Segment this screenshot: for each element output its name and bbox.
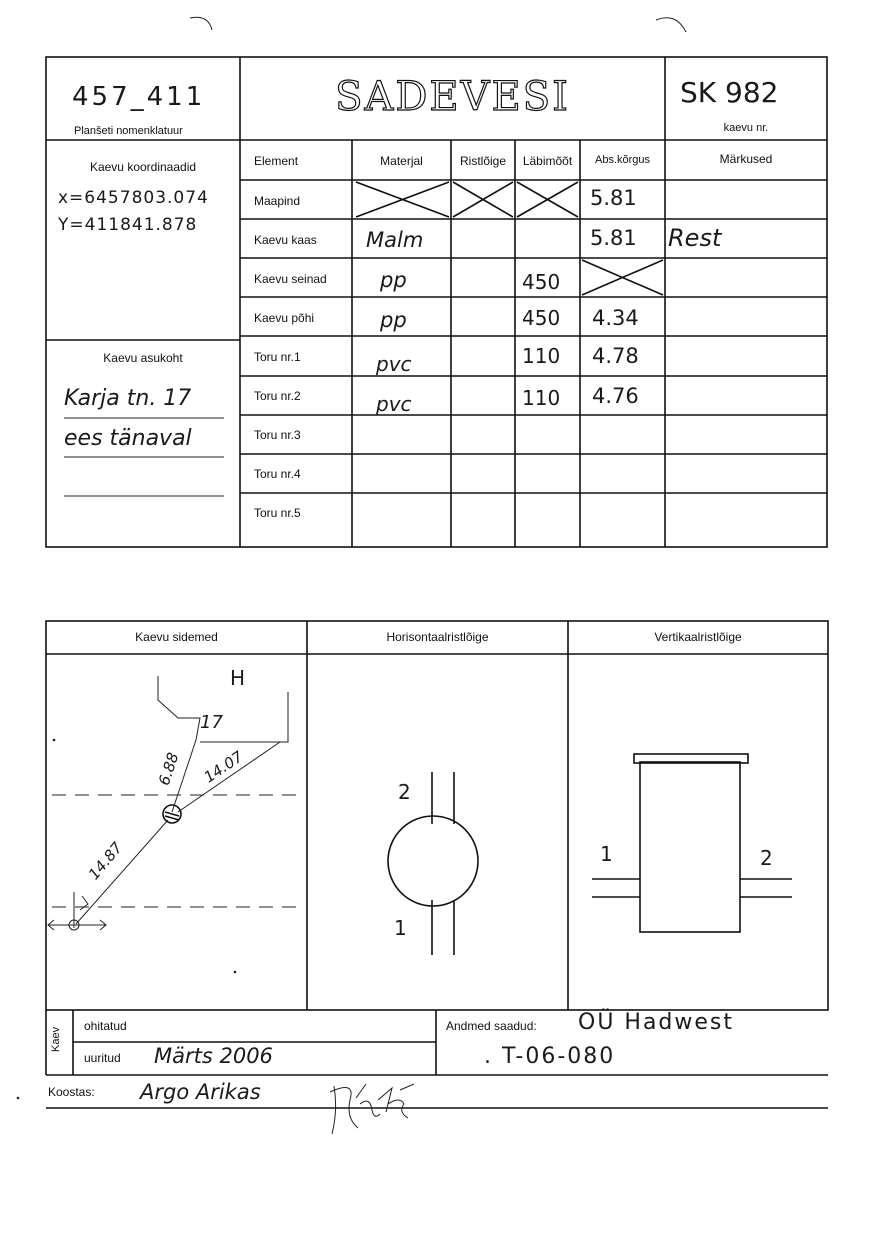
table-header-notes: Märkused xyxy=(719,152,773,166)
row-diameter: 450 xyxy=(522,306,561,330)
row-element: Toru nr.2 xyxy=(254,389,301,403)
row-height: 4.76 xyxy=(592,384,639,408)
footer-measured-label: uuritud xyxy=(84,1051,121,1065)
row-element: Kaevu kaas xyxy=(254,233,317,247)
vertical-section-drawing xyxy=(592,754,792,932)
row-height: 5.81 xyxy=(590,226,637,250)
location-label: Kaevu asukoht xyxy=(103,351,183,365)
page-title: SADEVESI xyxy=(335,74,570,120)
plansheet-number: 457_411 xyxy=(72,82,206,112)
footer-compiled-value: Argo Arikas xyxy=(140,1080,261,1104)
ties-distance-3: 14.87 xyxy=(84,838,127,884)
ties-distance-1: 6.88 xyxy=(154,750,183,788)
table-header-cross: Ristlõige xyxy=(459,154,507,168)
row-element: Maapind xyxy=(254,194,301,208)
table-header-element: Element xyxy=(254,154,299,168)
row-material: Malm xyxy=(366,228,424,252)
row-notes: Rest xyxy=(668,224,722,252)
row-height: 5.81 xyxy=(590,186,637,210)
well-number-label: kaevu nr. xyxy=(723,122,769,134)
row-height: 4.34 xyxy=(592,306,639,330)
vertical-pipe-right-label: 2 xyxy=(760,846,773,870)
footer-side-label: Kaev xyxy=(50,1026,62,1052)
diagram-header-horizontal: Horisontaalristlõige xyxy=(386,630,489,644)
crossed-cell-maapind-material xyxy=(356,182,449,217)
well-number: SK 982 xyxy=(680,76,779,109)
row-element: Toru nr.3 xyxy=(254,428,301,442)
row-material: pvc xyxy=(376,392,412,416)
diagram-header-ties: Kaevu sidemed xyxy=(135,630,218,644)
row-material: pp xyxy=(380,308,407,332)
horizontal-pipe-top-label: 2 xyxy=(398,780,411,804)
crossed-cell-walls-height xyxy=(582,260,663,295)
row-diameter: 450 xyxy=(522,270,561,294)
plansheet-label: Planšeti nomenklatuur xyxy=(74,125,183,137)
ties-house-number: 17 xyxy=(200,712,223,733)
vertical-pipe-left-label: 1 xyxy=(600,842,613,866)
ties-building-label: H xyxy=(230,666,246,690)
ties-sketch xyxy=(48,676,296,973)
horizontal-pipe-bottom-label: 1 xyxy=(394,916,407,940)
diagram-header-vertical: Vertikaalristlõige xyxy=(654,630,742,644)
crossed-cell-maapind-cross xyxy=(453,182,513,217)
row-height: 4.78 xyxy=(592,344,639,368)
coordinate-y: Y=411841.878 xyxy=(58,215,198,235)
coordinates-label: Kaevu koordinaadid xyxy=(89,160,197,174)
table-header-material: Materjal xyxy=(380,154,423,168)
footer-data-source-label: Andmed saadud: xyxy=(446,1019,537,1033)
footer-compiled-label: Koostas: xyxy=(48,1085,95,1099)
binder-hole-mark-left xyxy=(190,17,212,30)
footer-measured-value: Märts 2006 xyxy=(154,1044,273,1068)
ties-distance-2: 14.07 xyxy=(200,747,247,787)
location-line-1: Karja tn. 17 xyxy=(64,386,192,411)
row-element: Toru nr.1 xyxy=(254,350,301,364)
crossed-cell-maapind-diameter xyxy=(517,182,578,217)
footer-data-source-value: OÜ Hadwest xyxy=(578,1010,735,1035)
signature-scribble xyxy=(330,1084,414,1134)
table-header-diameter: Läbimõõt xyxy=(522,154,573,168)
footer-checked-label: ohitatud xyxy=(84,1019,127,1033)
row-element: Kaevu põhi xyxy=(254,311,315,325)
row-element: Kaevu seinad xyxy=(254,272,327,286)
well-circle xyxy=(388,816,478,906)
footer-data-source-code: . T-06-080 xyxy=(484,1044,616,1069)
row-element: Toru nr.4 xyxy=(254,467,301,481)
binder-hole-mark-right xyxy=(656,18,686,32)
well-shaft xyxy=(640,762,740,932)
coordinate-x: x=6457803.074 xyxy=(58,188,209,208)
row-element: Toru nr.5 xyxy=(254,506,301,520)
location-line-2: ees tänaval xyxy=(64,426,192,451)
row-material: pp xyxy=(380,268,407,292)
table-header-height: Abs.kõrgus xyxy=(594,154,651,166)
row-diameter: 110 xyxy=(522,344,561,368)
row-material: pvc xyxy=(376,352,412,376)
row-diameter: 110 xyxy=(522,386,561,410)
